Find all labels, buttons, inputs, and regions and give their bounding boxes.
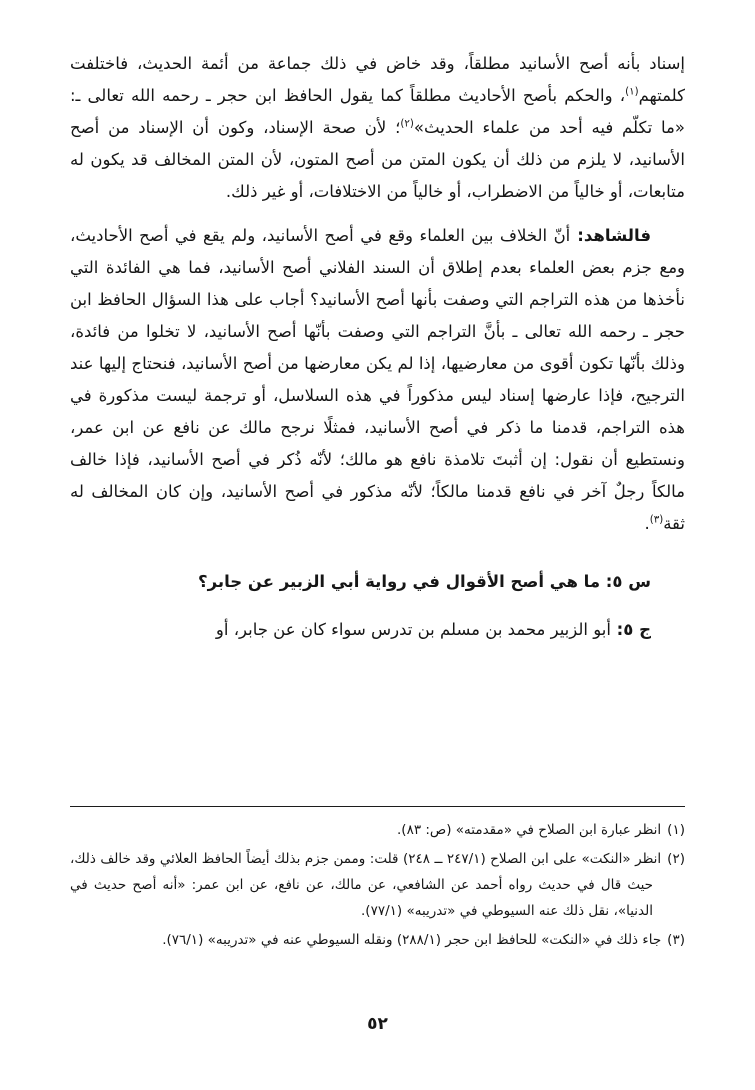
page-number: ٥٢ [367, 1014, 388, 1034]
footnote-text: جاء ذلك في «النكت» للحافظ ابن حجر (٢٨٨/١) ونقله السيوطي عنه في «تدريبه» (٧٦/١). [162, 932, 662, 948]
footnote-text: انظر «النكت» على ابن الصلاح (٢٤٧/١ ــ ٢٤٨) قلت: وممن جزم بذلك أيضاً الحافظ العلائي وقد خالف ذلك، حيث قال في حديث رواه أحمد عن الشافعي، عن مالك، عن نافع، عن ابن عمر: «أنه أصح حديث في الدنيا»، نقل ذلك عنه السيوطي في «تدريبه» (٧٧/١). [70, 851, 662, 919]
footnote-number: (٣) [667, 932, 685, 948]
footnote-number: (٢) [667, 851, 685, 867]
main-text [70, 48, 685, 646]
question-line: س ٥: ما هي أصح الأقوال في رواية أبي الزبير عن جابر؟ [198, 572, 651, 591]
footnote-2 [70, 846, 685, 924]
footnote-text: انظر عبارة ابن الصلاح في «مقدمته» (ص: ٨٣). [397, 822, 662, 838]
answer-line: ج ٥: أبو الزبير محمد بن مسلم بن تدرس سواء كان عن جابر، أو [215, 620, 651, 639]
footnote-1 [70, 817, 685, 843]
paragraph-2: فالشاهد: أنّ الخلاف بين العلماء وقع في أصح الأسانيد، ولم يقع في أصح الأحاديث، ومع جزم بعض العلماء بعدم إطلاق أن السند الفلاني أصح الأسانيد، فما هي الفائدة التي نأخذها من هذه التراجم التي وصفت بأنها أصح الأسانيد؟ أجاب على هذا السؤال الحافظ ابن حجر ـ رحمه الله تعالى ـ بأنَّ التراجم التي وصفت بأنّها أصح الأسانيد، لا تخلوا من فائدة، وذلك بأنّها تكون أقوى من معارضيها، إذا لم يكن معارضها من أصح الأسانيد، فنحتاج إليها عند الترجيح، فإذا عارضها إسناد ليس مذكوراً في هذه السلاسل، أو ترجمة ليست مذكورة في هذه التراجم، قدمنا ما ذكر في أصح الأسانيد، فمثلًا نرجح مالك عن نافع عن ابن عمر، ونستطيع أن نقول: إن أثبتَ تلامذة نافع هو مالك؛ لأنّه ذُكر في أصح الأسانيد، فإذا خالف مالكاً رجلٌ آخر في نافع قدمنا مالكاً؛ لأنّه مذكور في أصح الأسانيد، وإن كان المخالف له ثقة$^{(٣)}$. [70, 226, 685, 533]
footnote-3 [70, 927, 685, 953]
footnote-number: (١) [667, 822, 685, 838]
footnote-separator [70, 806, 685, 807]
footnotes-section [70, 806, 685, 956]
paragraph-1: إسناد بأنه أصح الأسانيد مطلقاً، وقد خاض في ذلك جماعة من أئمة الحديث، فاختلفت كلمتهم$^{(١)}$، والحكم بأصح الأحاديث مطلقاً كما يقول الحافظ ابن حجر ـ رحمه الله تعالى ـ: «ما تكلّم فيه أحد من علماء الحديث»$^{(٢)}$؛ لأن صحة الإسناد، وكون أن الإسناد من أصح الأسانيد، لا يلزم من ذلك أن يكون المتن من أصح المتون، لأن المتن المخالف قد يكون له متابعات، أو خالياً من الاضطراب، أو خالياً من الاختلافات، أو غير ذلك. [70, 54, 685, 201]
